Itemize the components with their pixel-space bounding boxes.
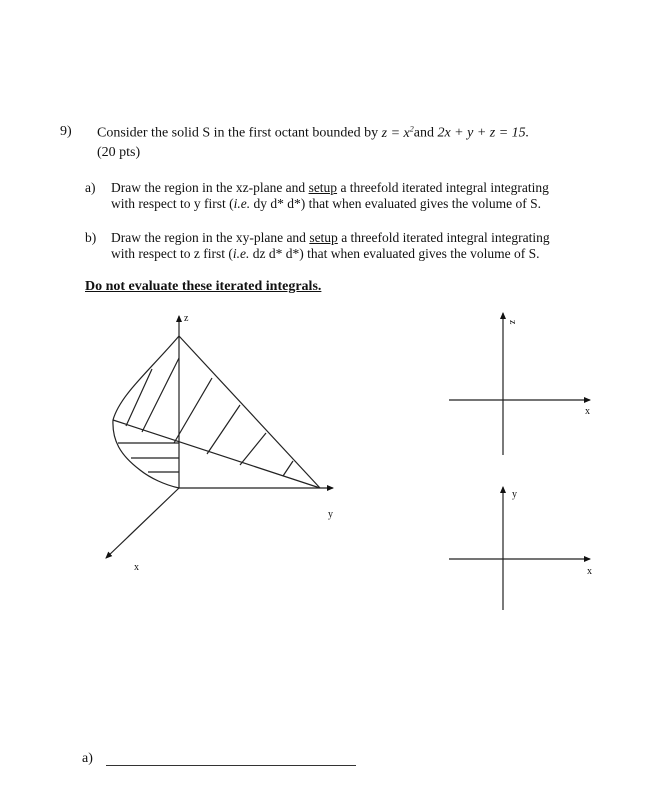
equation-surface: $z = x^2$	[381, 124, 414, 141]
question-points: (20 pts)	[97, 145, 141, 160]
answer-line[interactable]	[106, 765, 356, 766]
part-b-label: b)	[85, 230, 97, 245]
y-axis-label: y	[328, 509, 333, 520]
hatch-line	[207, 405, 240, 454]
xy-y-label: y	[512, 489, 517, 500]
part-a-text: Draw the region in the xz-plane and setup a threefold iterated integral integrating with respect to y first (i.e. dy d* d*) that when evaluated gives the volume of S.	[111, 180, 549, 211]
question-number: 9)	[60, 124, 72, 139]
hatch-line	[283, 461, 293, 476]
hatch-line	[174, 378, 212, 443]
instruction-note: Do not evaluate these iterated integrals.	[85, 279, 322, 294]
xy-x-label: x	[587, 566, 592, 577]
part-a-label: a)	[85, 180, 96, 195]
x-axis	[106, 488, 179, 558]
xz-plane-axes	[449, 313, 590, 455]
xz-x-label: x	[585, 406, 590, 417]
equation-plane: 2x + y + z = 15.	[437, 125, 530, 141]
hatch-line	[126, 369, 152, 426]
hatch-line	[240, 433, 266, 465]
part-b-text: Draw the region in the xy-plane and setup a threefold iterated integral integrating with respect to z first (i.e. dz d* d*) that when evaluated gives the volume of S.	[111, 230, 550, 261]
hatch-line	[142, 358, 179, 432]
solid-sketch-3d	[106, 316, 333, 558]
xz-z-label: z	[507, 320, 518, 325]
xy-plane-axes	[449, 487, 590, 610]
question-and: and	[413, 125, 438, 141]
z-axis-label: z	[184, 313, 189, 324]
x-axis-label: x	[134, 562, 139, 573]
answer-label: a)	[82, 751, 93, 766]
parabolic-edge	[113, 336, 179, 488]
question-intro: Consider the solid S in the first octant bounded by	[97, 125, 382, 141]
